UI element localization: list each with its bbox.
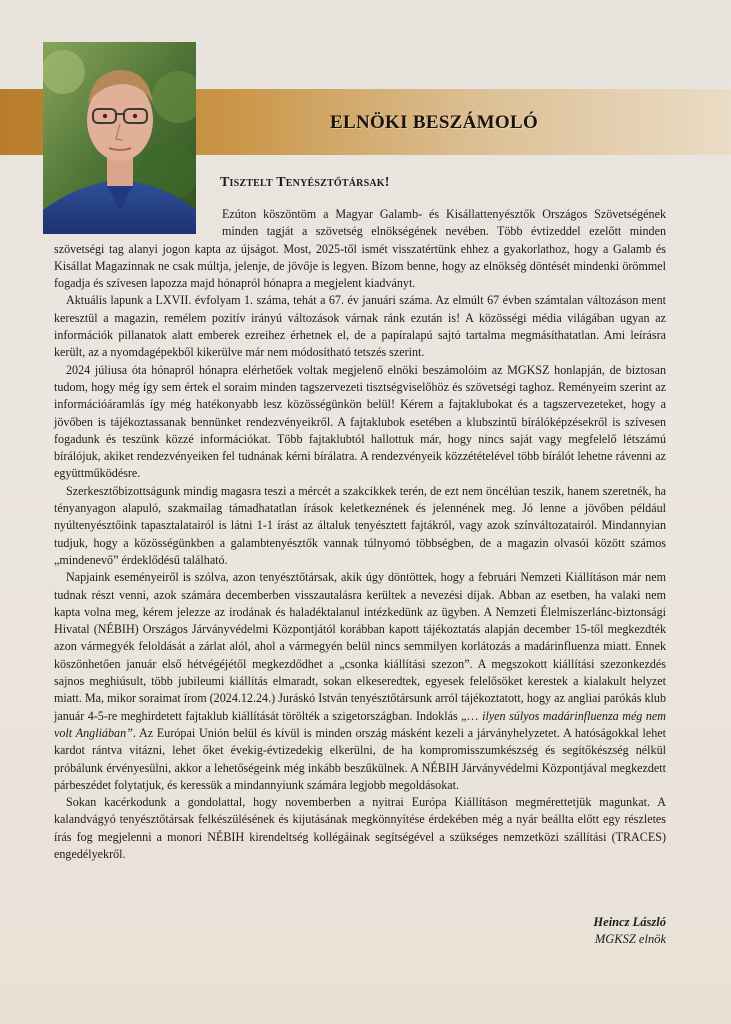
signature-name: Heincz László: [593, 915, 666, 929]
paragraph: Ezúton köszöntöm a Magyar Galamb- és Kisállattenyésztők Országos Szövetségének minden tagját a szövetség elnökségének nevében. Több évtizeddel ezelőtt minden szövetségi tag alanyi jogon kapta az újságot. Most, 2025-től ismét visszatértünk ehhez a gyakorlathoz, hogy a Galamb és Kisállat Magazinnak ne csak múltja, jelenje, de jövője is legyen. Bízom benne, hogy az elnökség döntését mindenki örömmel fogadja és szívesen lapozza majd hónapról hónapra a megjelent kiadványt.: [54, 207, 666, 291]
signature: [593, 914, 666, 948]
portrait-wrap-space: [54, 206, 222, 240]
article-body: [54, 206, 666, 863]
paragraph: 2024 júliusa óta hónapról hónapra elérhetőek voltak megjelenő elnöki beszámolóim az MGKSZ honlapján, de biztosan tudom, hogy még így sem értek el soraim minden tagszervezeti tisztségviselőhöz és szövetségi taghoz. Reményeim szerint az információáramlás így még hatékonyabb lesz közösségünkön belül! Kérem a fajtaklubokat és a tagszervezeteket, hogy a jövőben is tájékoztassanak bennünket rendezvényeikről. A fajtaklubok esetében a klubszintű bírálóképzésekről is szívesen fogadunk és teszünk közzé információkat. Több fajtaklubtól hallottuk már, hogy nincs saját vagy megfelelő létszámú bírálójuk, akiket rendezvényeiken fel tudnának kérni bírálatra. A rendezvényeik közzétételével több bírálót lehetne rávenni az együttműködésre.: [54, 362, 666, 481]
paragraph: Sokan kacérkodunk a gondolattal, hogy novemberben a nyitrai Európa Kiállításon megmérettetjük magunkat. A kalandvágyó tenyésztőtársak felkészülésének és kijutásának megkönnyítése érdekében még a nyár beállta előtt egy részletes írás fog megjelenni a monori NÉBIH kirendeltség kollégáinak segítségével a szükséges nemzetközi szállítási (TRACES) engedélyekről.: [54, 795, 666, 861]
greeting: Tisztelt Tenyésztőtársak!: [220, 175, 390, 190]
quoted-text: ilyen súlyos madárinfluenza még nem volt Angliában”: [54, 708, 666, 740]
signature-role: MGKSZ elnök: [594, 932, 666, 946]
page-title: ELNÖKI BESZÁMOLÓ: [330, 112, 539, 133]
paragraph: Szerkesztőbizottságunk mindig magasra teszi a mércét a szakcikkek terén, de ezt nem öncélúan teszik, hanem szeretnék, ha tényanyagon alapuló, szakmailag támadhatatlan írások keletkeznének és jelennének meg. Jó lenne a jövőben például nyúltenyésztőink tapasztalatairól is látni 1-1 írást az általuk tenyésztett fajtákról, vagy azok színváltozatairól. Mindannyian tudjuk, hogy a közösségünkben a galambtenyésztők vannak túlnyomó többségben, de a magazin olvasói között számos „mindenevő” érdeklődésű található.: [54, 483, 666, 567]
paragraph: Aktuális lapunk a LXVII. évfolyam 1. száma, tehát a 67. év januári száma. Az elmúlt 67 évben számtalan változáson ment keresztül a magazin, remélem pozitív irányú változások várnak ránk ezután is! A közösségi média világában ugyan az információk pillanatok alatt emberek ezreihez érhetnek el, de a papíralapú sajtó tartalma megmásíthatatlan. Ami leírásra került, az a nyomdagépekből kikerülve már nem módosítható tetszés szerint.: [54, 293, 666, 360]
paragraph-text-continued: . Az Európai Unión belül és kívül is minden ország másként kezeli a járványhelyzetet. A hatóságokkal lehet kardot rántva vitázni, lehet őket évekig-évtizedekig elkerülni, de ha kompromisszumkészség és segítőkészség nélkül próbálunk érvényesülni, akkor a lehetőségeink még inkább beszűkülnek. A NÉBIH Járványvédelmi Központjával megkezdett párbeszédet folytatjuk, és keressük a mindannyiunk számára legjobb megoldásokat.: [54, 725, 666, 792]
paragraph: [54, 569, 666, 794]
paragraph-text: Napjaink eseményeiről is szólva, azon tenyésztőtársak, akik úgy döntöttek, hogy a februári Nemzeti Kiállításon már nem tudnak részt venni, azok számára decemberben visszautalásra kerültek a nevezési díjak. Abban az esetben, ha valaki nem kapta volna meg, kérem jelezze az irodának és haladéktalanul intézkedünk az ügyben. A Nemzeti Élelmiszerlánc-biztonsági Hivatal (NÉBIH) Országos Járványvédelmi Központjától korábban kapott tájékoztatás alapján december 15-től megkezdték azon vármegyék feloldását a zárlat alól, ahol a vármegyén belül nincs semmilyen korlátozás a madárinfluenza miatt. Ennek köszönhetően január első hétvégéjétől megkezdődhet a „csonka kiállítási szezon”. A megszokott kiállítási szezonkezdés sajnos meghiúsult, több jubileumi kiállítás elmaradt, sokan elkeseredtek, egyesek felelősöket kerestek a kialakult helyzet miatt. Ma, mikor soraimat írom (2024.12.24.) Juráskó István tenyésztőtársunk arról tájékoztatott, hogy az angliai parókás klub január 4-5-re meghirdetett fajtaklub kiállítását törölték a szigetországban. Indoklás „…: [54, 570, 666, 723]
